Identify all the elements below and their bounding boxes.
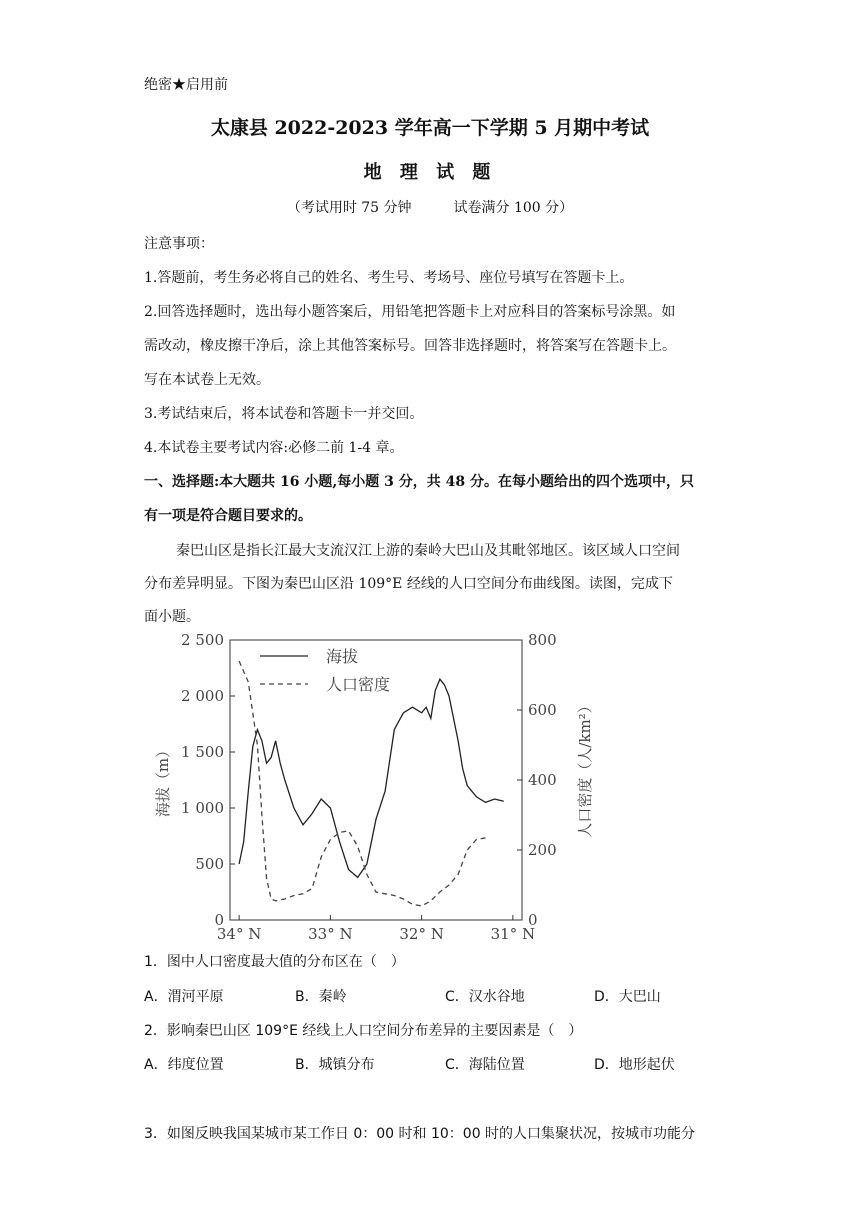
q1-option-d: D．大巴山 (594, 989, 661, 1005)
q2-option-c: C．海陆位置 (445, 1057, 525, 1073)
note-line: 3.考试结束后，将本试卷和答题卡一并交回。 (144, 406, 424, 422)
note-line: 写在本试卷上无效。 (144, 372, 270, 388)
population-series-line (239, 661, 485, 906)
x-tick-label: 32° N (399, 925, 444, 943)
note-line: 需改动，橡皮擦干净后，涂上其他答案标号。回答非选择题时，将答案写在答题卡上。 (144, 338, 676, 354)
time-info: （考试用时 75 分钟 试卷满分 100 分） (286, 200, 574, 216)
right-tick-label: 400 (528, 771, 557, 789)
x-tick-label: 31° N (490, 925, 536, 943)
left-tick-label: 1 500 (181, 743, 224, 761)
left-tick-label: 2 000 (181, 687, 224, 705)
q1-option-a: A．渭河平原 (144, 989, 224, 1005)
population-elevation-chart (150, 628, 610, 948)
left-tick-label: 0 (214, 911, 224, 929)
question-2-stem: 2．影响秦巴山区 109°E 经线上人口空间分布差异的主要因素是（ ） (144, 1023, 583, 1039)
question-3-stem: 3．如图反映我国某城市某工作日 0：00 时和 10：00 时的人口集聚状况，按城市功能分 (144, 1126, 696, 1142)
right-tick-label: 800 (528, 631, 557, 649)
q1-option-b: B．秦岭 (295, 989, 347, 1005)
section-heading: 一、选择题:本大题共 16 小题,每小题 3 分，共 48 分。在每小题给出的四个选项中，只 (144, 474, 694, 490)
passage-line: 分布差异明显。下图为秦巴山区沿 109°E 经线的人口空间分布曲线图。读图，完成下 (144, 576, 673, 592)
passage-line: 面小题。 (144, 609, 200, 625)
note-line: 1.答题前，考生务必将自己的姓名、考生号、考场号、座位号填写在答题卡上。 (144, 270, 634, 286)
legend-elevation-label: 海拔 (326, 647, 359, 666)
left-tick-label: 1 000 (181, 799, 224, 817)
secret-label: 绝密★启用前 (144, 77, 228, 93)
legend-population-label: 人口密度 (326, 675, 391, 694)
left-axis-label: 海拔（m） (154, 742, 172, 818)
question-1-stem: 1．图中人口密度最大值的分布区在（ ） (144, 954, 405, 970)
x-tick-label: 34° N (216, 925, 262, 943)
right-axis-label: 人口密度（人/km²） (576, 698, 594, 838)
q1-option-c: C．汉水谷地 (445, 989, 525, 1005)
q2-option-b: B．城镇分布 (295, 1057, 375, 1073)
notes-heading: 注意事项： (144, 236, 214, 252)
q2-option-d: D．地形起伏 (594, 1057, 675, 1073)
left-tick-label: 2 500 (181, 631, 224, 649)
q2-option-a: A．纬度位置 (144, 1057, 224, 1073)
x-tick-label: 33° N (308, 925, 353, 943)
elevation-series-line (239, 679, 504, 877)
passage-line: 秦巴山区是指长江最大支流汉江上游的秦岭大巴山及其毗邻地区。该区域人口空间 (176, 543, 680, 559)
right-tick-label: 0 (528, 911, 538, 929)
note-line: 4.本试卷主要考试内容:必修二前 1-4 章。 (144, 440, 404, 456)
left-tick-label: 500 (195, 855, 224, 873)
right-tick-label: 200 (528, 841, 557, 859)
exam-title: 太康县 2022-2023 学年高一下学期 5 月期中考试 (210, 117, 650, 139)
right-tick-label: 600 (528, 701, 557, 719)
section-heading-cont: 有一项是符合题目要求的。 (144, 508, 312, 524)
subject-title: 地 理 试 题 (363, 162, 497, 183)
note-line: 2.回答选择题时，选出每小题答案后，用铅笔把答题卡上对应科目的答案标号涂黑。如 (144, 304, 676, 320)
